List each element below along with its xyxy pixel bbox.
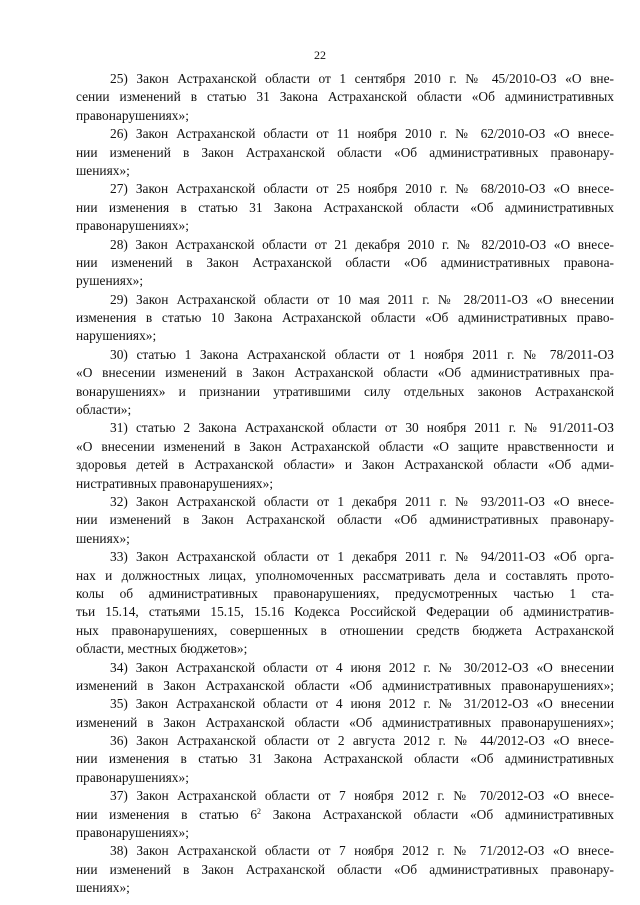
text-line: нии изменений в Закон Астраханской области «Об административных правона- — [76, 254, 614, 270]
text-line: изменений в Закон Астраханской области «Об административных правонарушениях»; — [76, 714, 614, 730]
text-line: нии изменений в Закон Астраханской области «Об административных правонару- — [76, 144, 614, 160]
text-line: правонарушениях»; — [76, 107, 189, 123]
text-line: сении изменений в статью 31 Закона Астраханской области «Об административных — [76, 89, 614, 105]
text-line: 27) Закон Астраханской области от 25 ноября 2010 г. № 68/2010-ОЗ «О внесе- — [110, 181, 614, 197]
text-line: 30) статью 1 Закона Астраханской области от 1 ноября 2011 г. № 78/2011-ОЗ — [110, 346, 614, 362]
text-line: «О внесении изменений в Закон Астраханской области «О защите нравственности и — [76, 438, 614, 454]
text-line: вонарушениях» и признании утратившими силу отдельных законов Астраханской — [76, 383, 614, 399]
text-line: нарушениях»; — [76, 328, 157, 344]
list-item-34 — [76, 659, 614, 696]
text-line: нии изменения в статью 31 Закона Астраханской области «Об административных — [76, 199, 614, 215]
list-item-27 — [76, 180, 614, 235]
text-line: шениях»; — [76, 530, 130, 546]
text-line: колы об административных правонарушениях, предусмотренных частью 1 ста- — [76, 585, 614, 601]
list-item-29 — [76, 291, 614, 346]
list-item-35 — [76, 695, 614, 732]
text-line: нии изменений в Закон Астраханской области «Об административных правонару- — [76, 512, 614, 528]
text-line: 28) Закон Астраханской области от 21 декабря 2010 г. № 82/2010-ОЗ «О внесе- — [110, 236, 614, 252]
text-line: 25) Закон Астраханской области от 1 сентября 2010 г. № 45/2010-ОЗ «О вне- — [110, 71, 614, 86]
text-line: 32) Закон Астраханской области от 1 декабря 2011 г. № 93/2011-ОЗ «О внесе- — [110, 493, 614, 509]
text-line: 38) Закон Астраханской области от 7 ноября 2012 г. № 71/2012-ОЗ «О внесе- — [110, 843, 614, 859]
text-line: нии изменений в Закон Астраханской области «Об административных правонару- — [76, 861, 614, 877]
text-line: 35) Закон Астраханской области от 4 июня 2012 г. № 31/2012-ОЗ «О внесении — [110, 696, 614, 712]
text-line: 29) Закон Астраханской области от 10 мая 2011 г. № 28/2011-ОЗ «О внесении — [110, 291, 614, 307]
list-item-26 — [76, 125, 614, 180]
text-line: тьи 15.14, статьями 15.15, 15.16 Кодекса Российской Федерации об административ- — [76, 604, 614, 620]
text-line: нах и должностных лицах, уполномоченных рассматривать дела и составлять прото- — [76, 567, 614, 583]
text-line: правонарушениях»; — [76, 218, 189, 234]
list-item-36 — [76, 732, 614, 787]
text-line: области»; — [76, 402, 132, 418]
text-line: 34) Закон Астраханской области от 4 июня 2012 г. № 30/2012-ОЗ «О внесении — [110, 659, 614, 675]
text-line: ных правонарушениях, совершенных в отношении средств бюджета Астраханской — [76, 622, 614, 638]
text-line: правонарушениях»; — [76, 825, 189, 841]
list-item-37 — [76, 787, 614, 842]
text-line-with-superscript — [76, 806, 614, 824]
text-line: «О внесении изменений в Закон Астраханской области «Об административных пра- — [76, 365, 614, 381]
document-body — [76, 70, 614, 898]
text-line: здоровья детей в Астраханской области» и Закон Астраханской области «Об адми- — [76, 457, 614, 473]
text-line: нистративных правонарушениях»; — [76, 475, 274, 491]
text-line: шениях»; — [76, 162, 130, 178]
superscript: 2 — [257, 806, 262, 816]
text-line: изменений в Закон Астраханской области «Об административных правонарушениях»; — [76, 677, 614, 693]
text-line: рушениях»; — [76, 273, 144, 289]
text-line: 36) Закон Астраханской области от 2 августа 2012 г. № 44/2012-ОЗ «О внесе- — [110, 733, 614, 749]
text-line: правонарушениях»; — [76, 769, 189, 785]
list-item-32 — [76, 493, 614, 548]
list-item-25 — [76, 70, 614, 125]
text-line: области, местных бюджетов»; — [76, 641, 248, 657]
text-line: 33) Закон Астраханской области от 1 декабря 2011 г. № 94/2011-ОЗ «Об орга- — [110, 549, 614, 565]
text-line: 31) статью 2 Закона Астраханской области от 30 ноября 2011 г. № 91/2011-ОЗ — [110, 420, 614, 436]
text-segment: Закона Астраханской области «Об административных — [272, 806, 614, 822]
text-line: 26) Закон Астраханской области от 11 ноября 2010 г. № 62/2010-ОЗ «О внесе- — [110, 126, 614, 142]
text-line: шениях»; — [76, 880, 130, 896]
list-item-38 — [76, 842, 614, 897]
list-item-28 — [76, 236, 614, 291]
text-line: изменения в статью 10 Закона Астраханской области «Об административных право- — [76, 310, 614, 326]
text-line: нии изменения в статью 31 Закона Астраханской области «Об административных — [76, 751, 614, 767]
list-item-33 — [76, 548, 614, 658]
page-number: 22 — [314, 48, 326, 62]
text-segment: нии изменения в статью 6 — [76, 806, 258, 822]
list-item-31 — [76, 419, 614, 493]
list-item-30 — [76, 346, 614, 420]
text-line: 37) Закон Астраханской области от 7 ноября 2012 г. № 70/2012-ОЗ «О внесе- — [110, 788, 614, 804]
